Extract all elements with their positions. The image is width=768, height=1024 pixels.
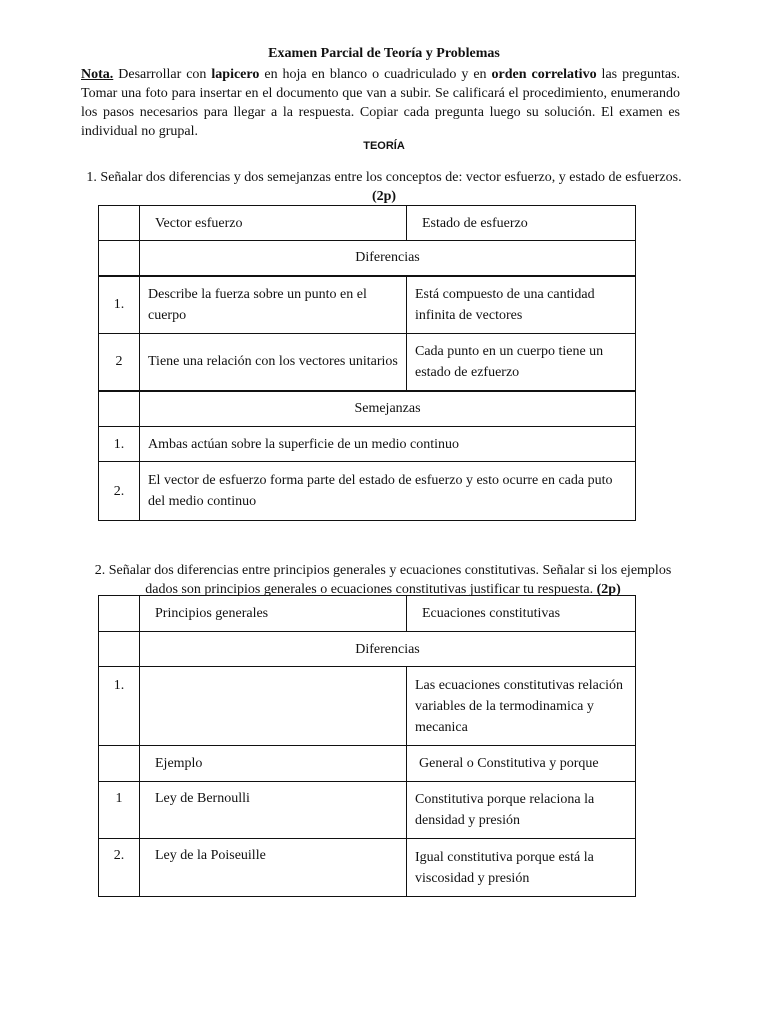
row-number: 1. — [99, 427, 140, 462]
note-text-3: las preguntas. Tomar una foto para insertar en el documento que van a subir. Se calificará el procedimiento, enumerando los pasos necesarios para llegar a la respuesta. Copiar cada pregunta luego su solución. El examen es individual no grupal. — [81, 67, 681, 139]
group-title: Diferencias — [140, 632, 636, 667]
table-cell: Constitutiva porque relaciona la densidad y presión — [407, 782, 636, 839]
row-number: 1. — [99, 276, 140, 334]
table-cell: Tiene una relación con los vectores unitarios — [140, 334, 407, 391]
group-title: Diferencias — [140, 241, 636, 276]
column-header: Ejemplo — [140, 746, 407, 782]
table-row — [99, 241, 636, 276]
table-row — [99, 334, 636, 391]
table-row — [99, 782, 636, 839]
column-header: Principios generales — [140, 596, 407, 632]
exam-title: Examen Parcial de Teoría y Problemas — [268, 46, 500, 61]
table-row — [99, 746, 636, 782]
question-2-points: (2p) — [596, 582, 621, 597]
table-row — [99, 276, 636, 334]
question-2-text: 2. Señalar dos diferencias entre principios generales y ecuaciones constitutivas. Señalar si los ejemplos dados son principios generales o ecuaciones constitutivas justificar tu respuesta. — [94, 563, 672, 597]
table-row — [99, 632, 636, 667]
row-number: 1. — [99, 667, 140, 746]
table-header-row — [99, 206, 636, 241]
table-cell: Cada punto en un cuerpo tiene un estado de ezfuerzo — [407, 334, 636, 391]
row-number: 2. — [99, 462, 140, 521]
note-bold-2: orden correlativo — [491, 67, 597, 82]
row-number: 2 — [99, 334, 140, 391]
table-row — [99, 462, 636, 521]
column-header: Vector esfuerzo — [140, 206, 407, 241]
table-cell: Está compuesto de una cantidad infinita de vectores — [407, 276, 636, 334]
table-cell: El vector de esfuerzo forma parte del estado de esfuerzo y esto ocurre en cada puto del medio continuo — [140, 462, 636, 521]
note-bold-1: lapicero — [211, 67, 260, 82]
question-1 — [81, 168, 687, 206]
table-cell: Ambas actúan sobre la superficie de un medio continuo — [140, 427, 636, 462]
table-cell — [99, 391, 140, 427]
table-cell: Describe la fuerza sobre un punto en el cuerpo — [140, 276, 407, 334]
section-title: TEORÍA — [363, 140, 405, 152]
table-row — [99, 839, 636, 897]
table-cell — [99, 596, 140, 632]
note-text-2: en hoja en blanco o cuadriculado y en — [259, 67, 492, 82]
table-cell — [99, 746, 140, 782]
table-header-row — [99, 596, 636, 632]
table-cell: Ley de Bernoulli — [140, 782, 407, 839]
table-cell — [140, 667, 407, 746]
table-row — [99, 667, 636, 746]
table-row — [99, 391, 636, 427]
row-number: 1 — [99, 782, 140, 839]
group-title: Semejanzas — [140, 391, 636, 427]
table-cell: Las ecuaciones constitutivas relación variables de la termodinamica y mecanica — [407, 667, 636, 746]
table-cell — [99, 632, 140, 667]
question-1-points: (2p) — [371, 189, 397, 204]
question-2 — [78, 561, 688, 599]
row-number: 2. — [99, 839, 140, 897]
table-cell — [99, 206, 140, 241]
table-cell: Igual constitutiva porque está la viscosidad y presión — [407, 839, 636, 897]
question-2-table — [98, 595, 636, 897]
column-header: Ecuaciones constitutivas — [407, 596, 636, 632]
question-1-table — [98, 205, 636, 521]
table-cell: Ley de la Poiseuille — [140, 839, 407, 897]
note-text-1: Desarrollar con — [113, 67, 212, 82]
column-header: Estado de esfuerzo — [407, 206, 636, 241]
table-cell — [99, 241, 140, 276]
column-header: General o Constitutiva y porque — [407, 746, 636, 782]
question-1-text: 1. Señalar dos diferencias y dos semejanzas entre los conceptos de: vector esfuerzo, y estado de esfuerzos. — [86, 170, 682, 185]
table-row — [99, 427, 636, 462]
note-label: Nota. — [81, 67, 114, 82]
instructions-note — [81, 65, 680, 141]
